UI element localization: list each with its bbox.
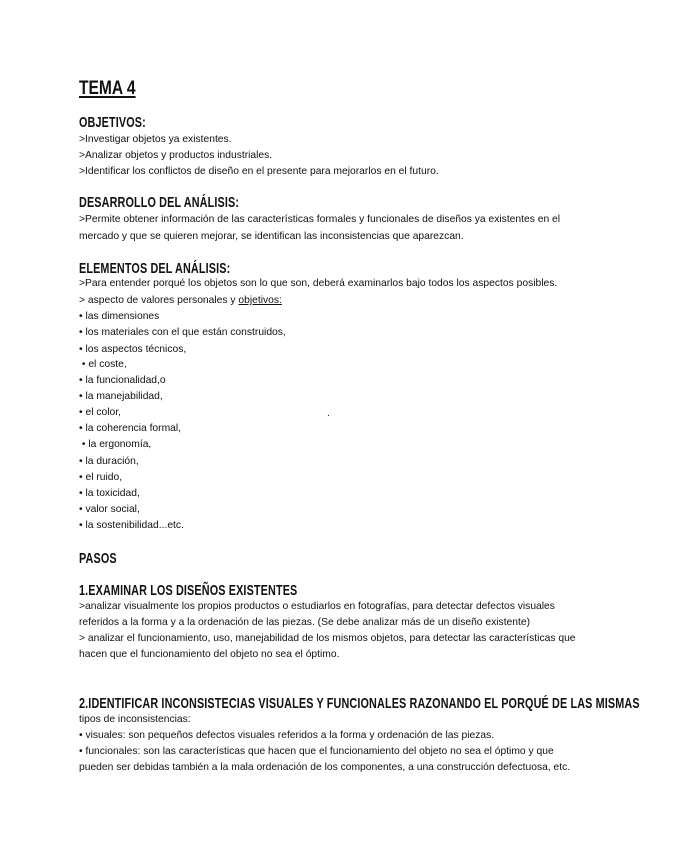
objetivos-line: >Identificar los conflictos de diseño en el presente para mejorarlos en el futuro. [79, 166, 439, 177]
elementos-item: • el color, [79, 407, 121, 418]
elementos-item: • las dimensiones [79, 311, 160, 322]
objetivos-line: >Investigar objetos ya existentes. [79, 134, 232, 145]
desarrollo-heading: DESARROLLO DEL ANÁLISIS: [79, 194, 240, 211]
objetivos-line: >Analizar objetos y productos industriales. [79, 150, 273, 161]
elementos-item: • el ruido, [79, 472, 123, 483]
desarrollo-line: mercado y que se quieren mejorar, se identifican las inconsistencias que aparezcan. [79, 231, 464, 242]
elementos-item: • valor social, [79, 504, 140, 515]
paso1-heading: 1.EXAMINAR LOS DISEÑOS EXISTENTES [79, 582, 298, 599]
paso2-line: • funcionales: son las características que hacen que el funcionamiento del objeto no sea el óptimo y que [79, 746, 554, 757]
elementos-heading: ELEMENTOS DEL ANÁLISIS: [79, 260, 231, 277]
paso2-line: tipos de inconsistencias: [79, 714, 191, 725]
elementos-aspect-line [79, 294, 282, 308]
pasos-heading: PASOS [79, 550, 117, 567]
aspect-objetivos-underlined: objetivos: [238, 295, 282, 306]
elementos-item: • la toxicidad, [79, 488, 140, 499]
paso1-line: referidos a la forma y a la ordenación de las piezas. (Se debe analizar más de un diseño existente) [79, 617, 531, 628]
elementos-item: • la manejabilidad, [79, 391, 163, 402]
paso2-heading: 2.IDENTIFICAR INCONSISTECIAS VISUALES Y FUNCIONALES RAZONANDO EL PORQUÉ DE LAS MISMAS [79, 695, 640, 712]
page-title: TEMA 4 [79, 78, 136, 99]
desarrollo-line: >Permite obtener información de las características formales y funcionales de diseños ya existentes en el [79, 214, 561, 225]
elementos-item: • los aspectos técnicos, [79, 344, 187, 355]
elementos-item: • la funcionalidad,o [79, 375, 166, 386]
elementos-item: • el coste, [79, 359, 127, 370]
stray-mark: . [327, 408, 330, 419]
paso2-line: pueden ser debidas también a la mala ordenación de los componentes, a una construcción defectuosa, etc. [79, 762, 571, 773]
elementos-item: • los materiales con el que están construidos, [79, 327, 286, 338]
elementos-item: • la coherencia formal, [79, 423, 182, 434]
elementos-item: • la ergonomía, [79, 439, 152, 450]
paso2-line: • visuales: son pequeños defectos visuales referidos a la forma y ordenación de las piezas. [79, 730, 495, 741]
elementos-item: • la sostenibilidad...etc. [79, 520, 184, 531]
elementos-intro: >Para entender porqué los objetos son lo que son, deberá examinarlos bajo todos los aspectos posibles. [79, 278, 558, 289]
elementos-item: • la duración, [79, 456, 139, 467]
paso1-line: hacen que el funcionamiento del objeto no sea el óptimo. [79, 649, 340, 660]
aspect-prefix: > aspecto de valores personales y [79, 295, 239, 306]
paso1-line: > analizar el funcionamiento, uso, manejabilidad de los mismos objetos, para detectar las características que [79, 633, 576, 644]
paso1-line: >analizar visualmente los propios productos o estudiarlos en fotografías, para detectar defectos visuales [79, 601, 555, 612]
objetivos-heading: OBJETIVOS: [79, 114, 146, 131]
